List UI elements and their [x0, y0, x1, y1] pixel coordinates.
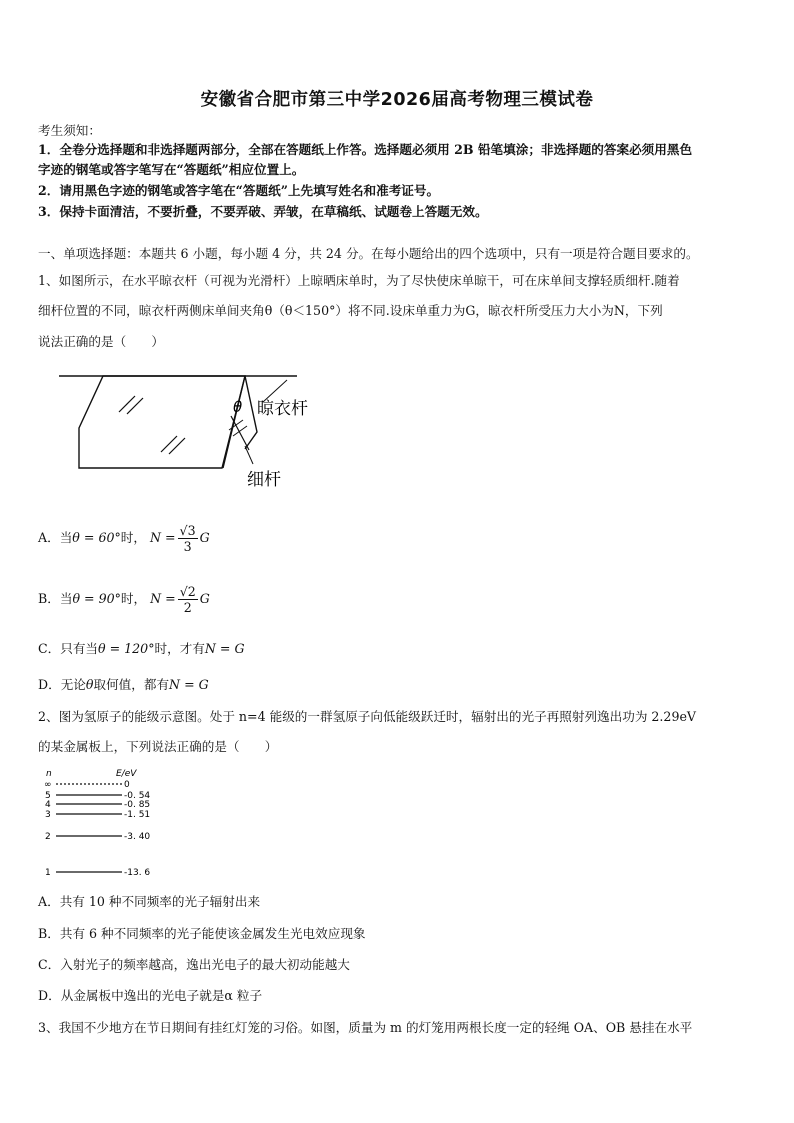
notice-item-1: 1．全卷分选择题和非选择题两部分，全部在答题纸上作答。选择题必须用 2B 铅笔填涂；非选择题的答案必须用黑色	[38, 142, 693, 157]
level-e-3: -1. 51	[124, 810, 151, 820]
q1-option-b-cond: θ = 90°	[72, 591, 121, 606]
q1-option-d-cond: θ	[85, 677, 94, 692]
q1-rod-label: 晾衣杆	[257, 399, 308, 419]
q1-option-d-expr: N = G	[169, 677, 209, 692]
level-n-5: 5	[45, 791, 51, 801]
q1-option-d-prefix: D．无论	[38, 677, 86, 692]
level-n-inf: ∞	[44, 780, 52, 790]
q1-option-a-lhs: N =	[149, 530, 176, 545]
q1-option-a-den: 3	[183, 539, 192, 554]
q1-angle-label: θ	[233, 398, 243, 416]
energy-level-diagram	[40, 764, 170, 880]
exam-title: 安徽省合肥市第三中学2026届高考物理三模试卷	[200, 90, 594, 110]
q1-option-a-fraction	[178, 523, 198, 554]
level-n-3: 3	[45, 810, 51, 820]
q1-option-c-expr: N = G	[204, 641, 245, 656]
q1-option-b-tail: G	[199, 591, 210, 606]
q1-stem-line-1: 1、如图所示，在水平晾衣杆（可视为光滑杆）上晾晒床单时，为了尽快使床单晾干，可在床单间支撑轻质细杆.随着	[38, 273, 680, 288]
q1-option-b-num: √2	[179, 584, 196, 599]
q1-option-b-fraction	[178, 584, 198, 615]
q1-stick-label: 细杆	[247, 470, 281, 490]
notice-item-2: 2．请用黑色字迹的钢笔或答字笔在“答题纸”上先填写姓名和准考证号。	[38, 183, 440, 198]
q2-stem-line-1: 2、图为氢原子的能级示意图。处于 n=4 能级的一群氢原子向低能级跃迁时，辐射出的光子再照射列逸出功为 2.29eV	[38, 709, 697, 724]
level-e-4: -0. 85	[124, 800, 151, 810]
q1-option-b-mid: 时，	[120, 591, 147, 606]
notice-item-1-cont: 字迹的钢笔或答字笔写在“答题纸”相应位置上。	[38, 162, 305, 177]
q1-option-d-mid: 取何值，都有	[93, 677, 170, 692]
section-heading: 一、单项选择题：本题共 6 小题，每小题 4 分，共 24 分。在每小题给出的四个选项中，只有一项是符合题目要求的。	[38, 246, 699, 261]
notice-heading: 考生须知：	[38, 123, 101, 138]
level-n-1: 1	[45, 868, 51, 878]
q1-option-a-mid: 时，	[120, 530, 146, 545]
q1-option-d[interactable]	[38, 676, 760, 694]
q1-figure	[55, 364, 325, 492]
q1-option-c[interactable]	[38, 640, 760, 658]
q2-option-d[interactable]: D．从金属板中逸出的光电子就是α 粒子	[38, 988, 263, 1003]
level-e-2: -3. 40	[124, 832, 151, 842]
q2-option-b[interactable]: B．共有 6 种不同频率的光子能使该金属发生光电效应现象	[38, 926, 366, 941]
q1-option-b-prefix: B．当	[38, 591, 73, 606]
q2-option-a[interactable]: A．共有 10 种不同频率的光子辐射出来	[38, 894, 261, 909]
q1-option-a-cond: θ = 60°	[72, 530, 121, 545]
level-e-inf: 0	[124, 780, 130, 790]
q3-stem-line-1: 3、我国不少地方在节日期间有挂红灯笼的习俗。如图，质量为 m 的灯笼用两根长度一定的轻绳 OA、OB 悬挂在水平	[38, 1020, 693, 1035]
level-n-header: n	[46, 769, 52, 779]
q2-stem-line-2: 的某金属板上，下列说法正确的是（ ）	[38, 739, 278, 754]
level-e-5: -0. 54	[124, 791, 151, 801]
q1-option-b[interactable]	[38, 584, 760, 615]
level-n-4: 4	[45, 800, 51, 810]
q1-option-a[interactable]	[38, 523, 760, 554]
q1-stem-line-3: 说法正确的是（ ）	[38, 334, 164, 349]
q1-option-c-cond: θ = 120°	[98, 641, 155, 656]
q1-option-b-lhs: N =	[150, 591, 176, 606]
q1-option-c-prefix: C．只有当	[38, 641, 99, 656]
notice-item-3: 3．保持卡面清洁，不要折叠，不要弄破、弄皱，在草稿纸、试题卷上答题无效。	[38, 204, 488, 219]
q1-option-a-prefix: A．当	[38, 530, 73, 545]
level-e-header: E/eV	[116, 769, 137, 779]
q1-option-a-num: √3	[179, 523, 196, 538]
q1-option-b-den: 2	[183, 600, 192, 615]
level-e-1: -13. 6	[124, 868, 151, 878]
level-n-2: 2	[45, 832, 51, 842]
q1-stem-line-2: 细杆位置的不同，晾衣杆两侧床单间夹角θ（θ＜150°）将不同.设床单重力为G，晾衣杆所受压力大小为N，下列	[38, 303, 663, 318]
q1-option-a-tail: G	[199, 530, 210, 545]
q1-option-c-mid: 时，才有	[154, 641, 205, 656]
q2-option-c[interactable]: C．入射光子的频率越高，逸出光电子的最大初动能越大	[38, 957, 350, 972]
